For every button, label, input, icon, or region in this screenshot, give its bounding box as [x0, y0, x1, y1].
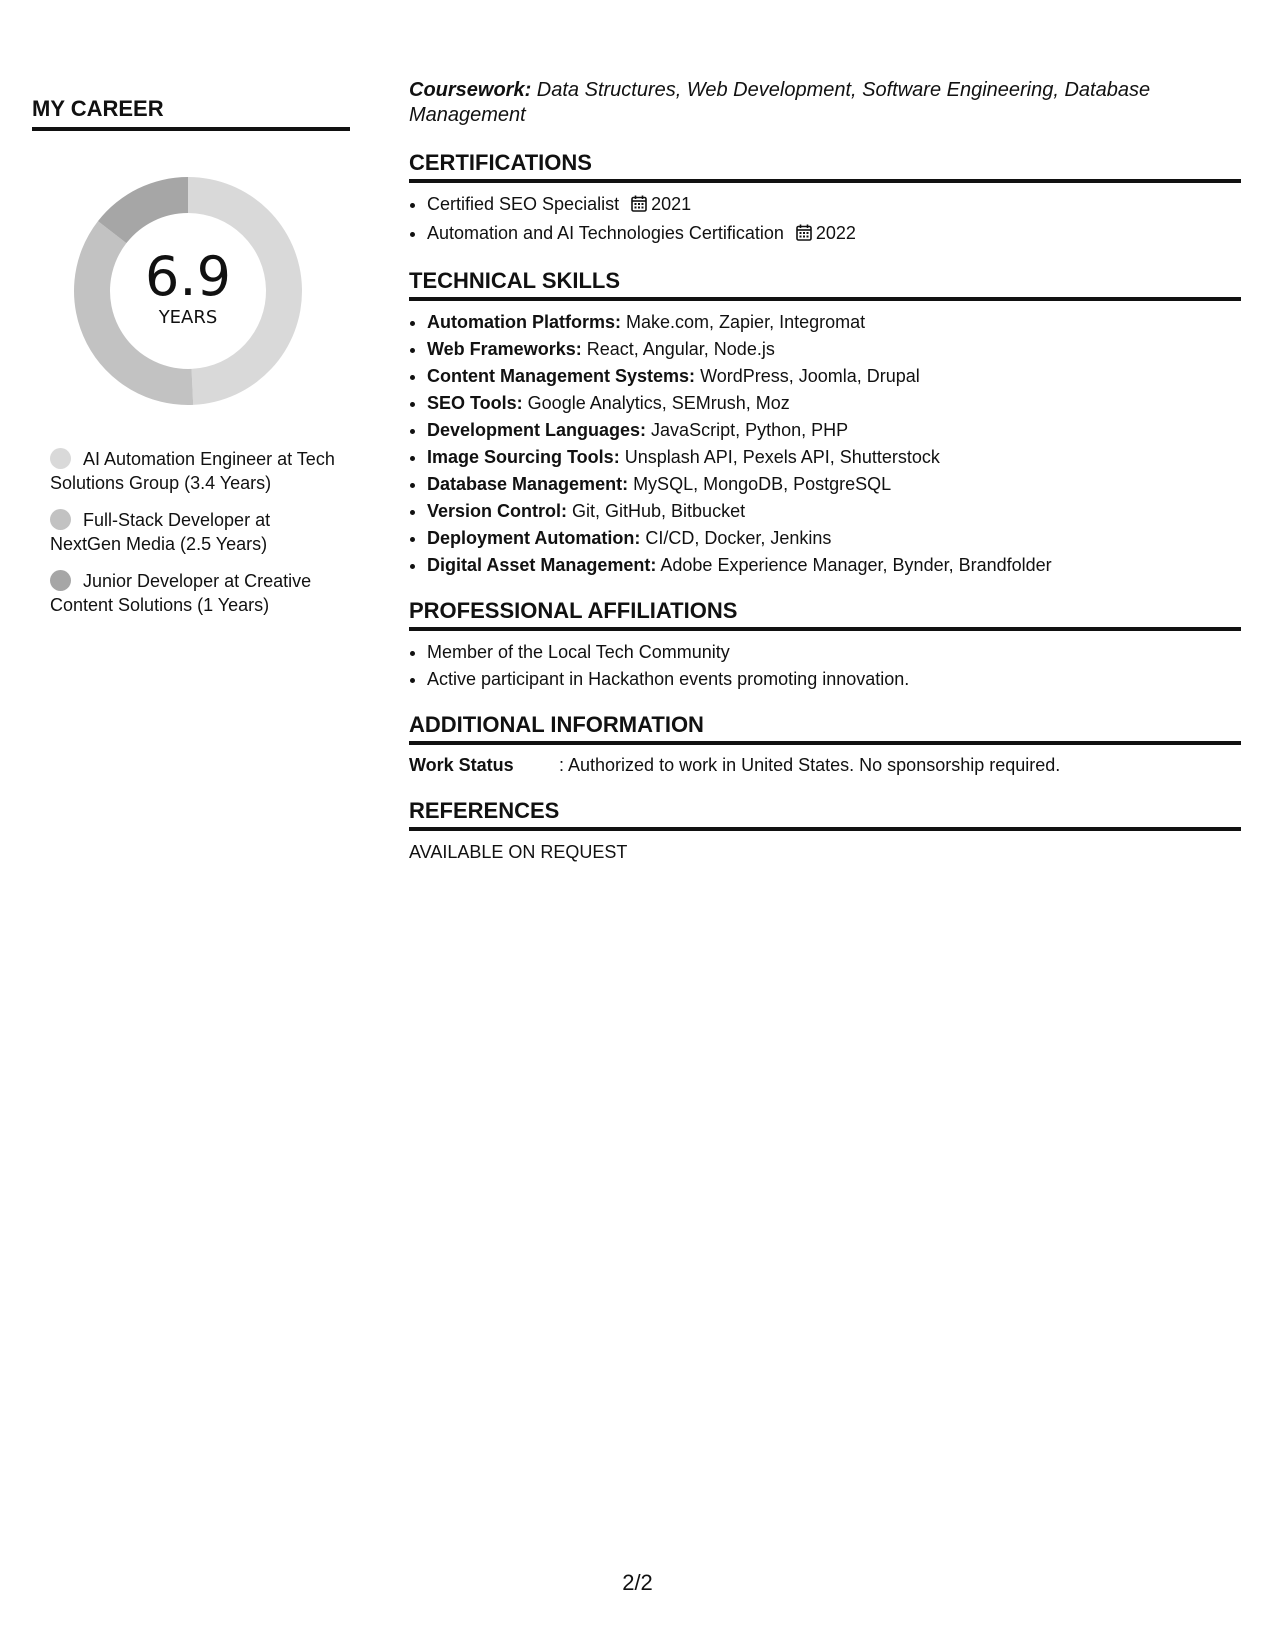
certifications-title: CERTIFICATIONS: [409, 150, 1241, 183]
coursework: [409, 78, 1241, 128]
skill-label: Digital Asset Management:: [427, 555, 657, 575]
page-number: 2/2: [622, 1570, 653, 1595]
skills-list: [409, 309, 1241, 579]
legend-item: [50, 508, 340, 556]
donut-center: [68, 171, 308, 411]
affiliation-item: • Member of the Local Tech Community: [427, 639, 1241, 666]
calendar-icon: [796, 222, 812, 249]
legend-dot-icon: [50, 509, 71, 530]
skill-value: JavaScript, Python, PHP: [646, 420, 849, 440]
skill-item: [427, 471, 1241, 498]
main-content: [409, 78, 1241, 863]
skill-item: [427, 498, 1241, 525]
calendar-icon: [631, 193, 647, 220]
skill-value: Unsplash API, Pexels API, Shutterstock: [619, 447, 940, 467]
legend-label: Full-Stack Developer at NextGen Media (2.5 Years): [50, 510, 271, 554]
skill-item: [427, 309, 1241, 336]
legend-item: [50, 569, 340, 617]
skill-value: CI/CD, Docker, Jenkins: [640, 528, 832, 548]
legend-item: [50, 447, 340, 495]
skill-label: Web Frameworks:: [427, 339, 582, 359]
skill-label: Image Sourcing Tools:: [427, 447, 620, 467]
certification-item: [427, 220, 1241, 249]
skill-item: [427, 390, 1241, 417]
skill-value: Google Analytics, SEMrush, Moz: [522, 393, 790, 413]
skill-value: MySQL, MongoDB, PostgreSQL: [628, 474, 892, 494]
career-title: MY CAREER: [32, 96, 350, 131]
skill-item: [427, 552, 1241, 579]
skill-item: [427, 444, 1241, 471]
skill-value: Adobe Experience Manager, Bynder, Brandfolder: [656, 555, 1052, 575]
skill-item: [427, 336, 1241, 363]
affiliations-list: [409, 639, 1241, 693]
total-years-unit: YEARS: [158, 307, 218, 328]
skill-label: Content Management Systems:: [427, 366, 696, 386]
certifications-list: [409, 191, 1241, 249]
career-sidebar: [32, 96, 350, 630]
skill-label: Database Management:: [427, 474, 629, 494]
skill-item: [427, 525, 1241, 552]
references-text: AVAILABLE ON REQUEST: [409, 842, 628, 862]
certification-item: [427, 191, 1241, 220]
skill-item: [427, 363, 1241, 390]
work-status-value: : Authorized to work in United States. No sponsorship required.: [559, 755, 1061, 775]
work-status-label: Work Status: [409, 755, 514, 775]
work-status-row: [409, 753, 1241, 778]
skill-value: WordPress, Joomla, Drupal: [695, 366, 920, 386]
skill-value: React, Angular, Node.js: [581, 339, 775, 359]
certification-name: Automation and AI Technologies Certification: [427, 223, 784, 243]
legend-dot-icon: [50, 570, 71, 591]
skill-item: [427, 417, 1241, 444]
skill-label: Version Control:: [427, 501, 568, 521]
skill-label: Development Languages:: [427, 420, 647, 440]
coursework-text: Data Structures, Web Development, Software Engineering, Database Management: [409, 79, 1151, 126]
additional-info-title: ADDITIONAL INFORMATION: [409, 712, 1241, 745]
coursework-label: Coursework:: [409, 79, 532, 101]
total-years-value: 6.9: [145, 245, 231, 308]
skill-label: SEO Tools:: [427, 393, 523, 413]
references-title: REFERENCES: [409, 798, 1241, 831]
skill-label: Automation Platforms:: [427, 312, 622, 332]
legend-label: Junior Developer at Creative Content Solutions (1 Years): [50, 571, 312, 615]
certification-year: 2021: [651, 194, 692, 214]
legend-label: AI Automation Engineer at Tech Solutions Group (3.4 Years): [50, 449, 335, 493]
career-donut-chart: [68, 171, 308, 411]
skill-value: Make.com, Zapier, Integromat: [621, 312, 866, 332]
skill-value: Git, GitHub, Bitbucket: [567, 501, 746, 521]
skills-title: TECHNICAL SKILLS: [409, 268, 1241, 301]
affiliation-item: • Active participant in Hackathon events promoting innovation.: [427, 666, 1241, 693]
certification-name: Certified SEO Specialist: [427, 194, 620, 214]
certification-year: 2022: [815, 223, 856, 243]
legend-dot-icon: [50, 448, 71, 469]
affiliations-title: PROFESSIONAL AFFILIATIONS: [409, 598, 1241, 631]
skill-label: Deployment Automation:: [427, 528, 641, 548]
career-legend: [50, 447, 350, 617]
